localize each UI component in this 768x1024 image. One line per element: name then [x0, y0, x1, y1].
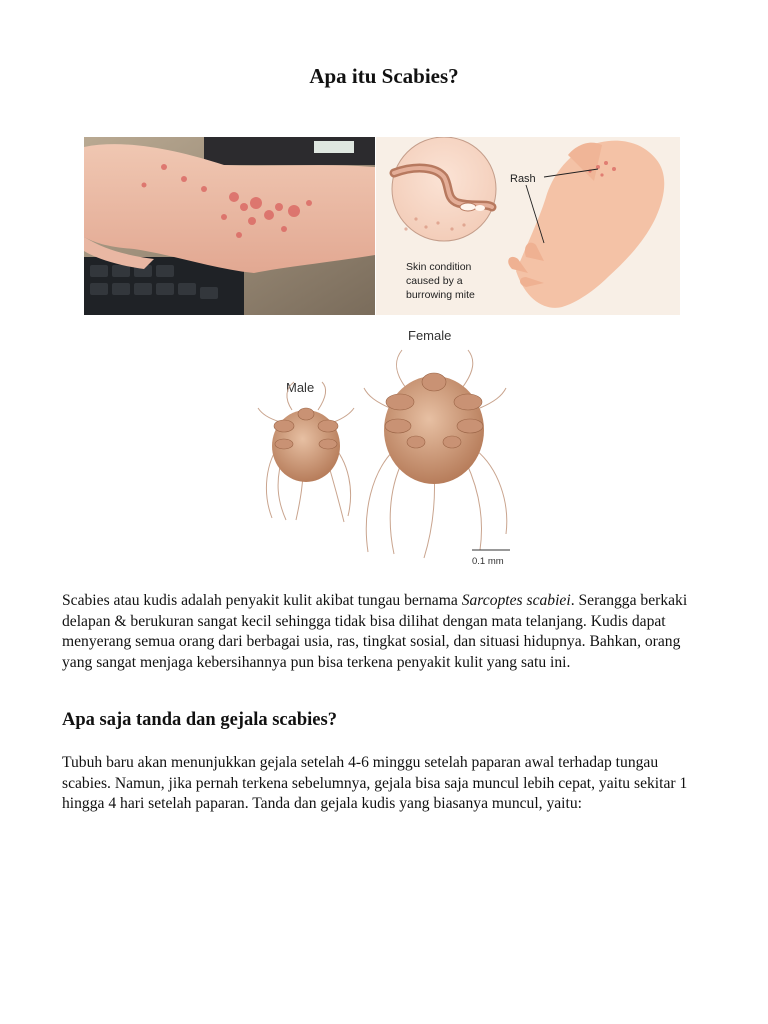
scale-label: 0.1 mm	[472, 556, 504, 567]
diagram-caption-line2: caused by a	[406, 275, 463, 287]
paragraph-intro-text-before: Scabies atau kudis adalah penyakit kulit akibat tungau bernama	[62, 592, 462, 609]
species-name: Sarcoptes scabiei	[461, 592, 571, 609]
rash-photo	[84, 137, 375, 315]
mite-male-label: Male	[286, 380, 315, 395]
diagram-caption-line3: burrowing mite	[406, 289, 475, 301]
diagram-caption-line1: Skin condition	[406, 261, 472, 273]
section-heading: Apa saja tanda dan gejala scabies?	[62, 710, 337, 730]
page-title: Apa itu Scabies?	[309, 64, 459, 88]
paragraph-symptoms: Tubuh baru akan menunjukkan gejala setelah 4-6 minggu setelah paparan awal terhadap tungau scabies. Namun, jika pernah terkena sebelumnya, gejala bisa saja muncul lebih cepat, yaitu sekitar 1 hingga 4 hari setelah paparan. Tanda dan gejala kudis yang biasanya muncul, yaitu:	[62, 754, 688, 812]
mites-illustration	[244, 322, 524, 572]
mite-female-label: Female	[408, 328, 452, 343]
paragraph-intro	[62, 591, 710, 673]
paragraph-intro-text-after: . Serangga berkaki delapan & berukuran sangat kecil sehingga tidak bisa dilihat dengan mata telanjang. Kudis dapat menyerang semua orang dari berbagai usia, ras, tingkat sosial, dan situasi hidupnya. Bahkan, orang yang sangat menjaga kebersihannya pun bisa terkena penyakit kulit yang satu ini.	[62, 592, 688, 671]
rash-diagram	[376, 137, 680, 315]
rash-label: Rash	[510, 173, 536, 185]
